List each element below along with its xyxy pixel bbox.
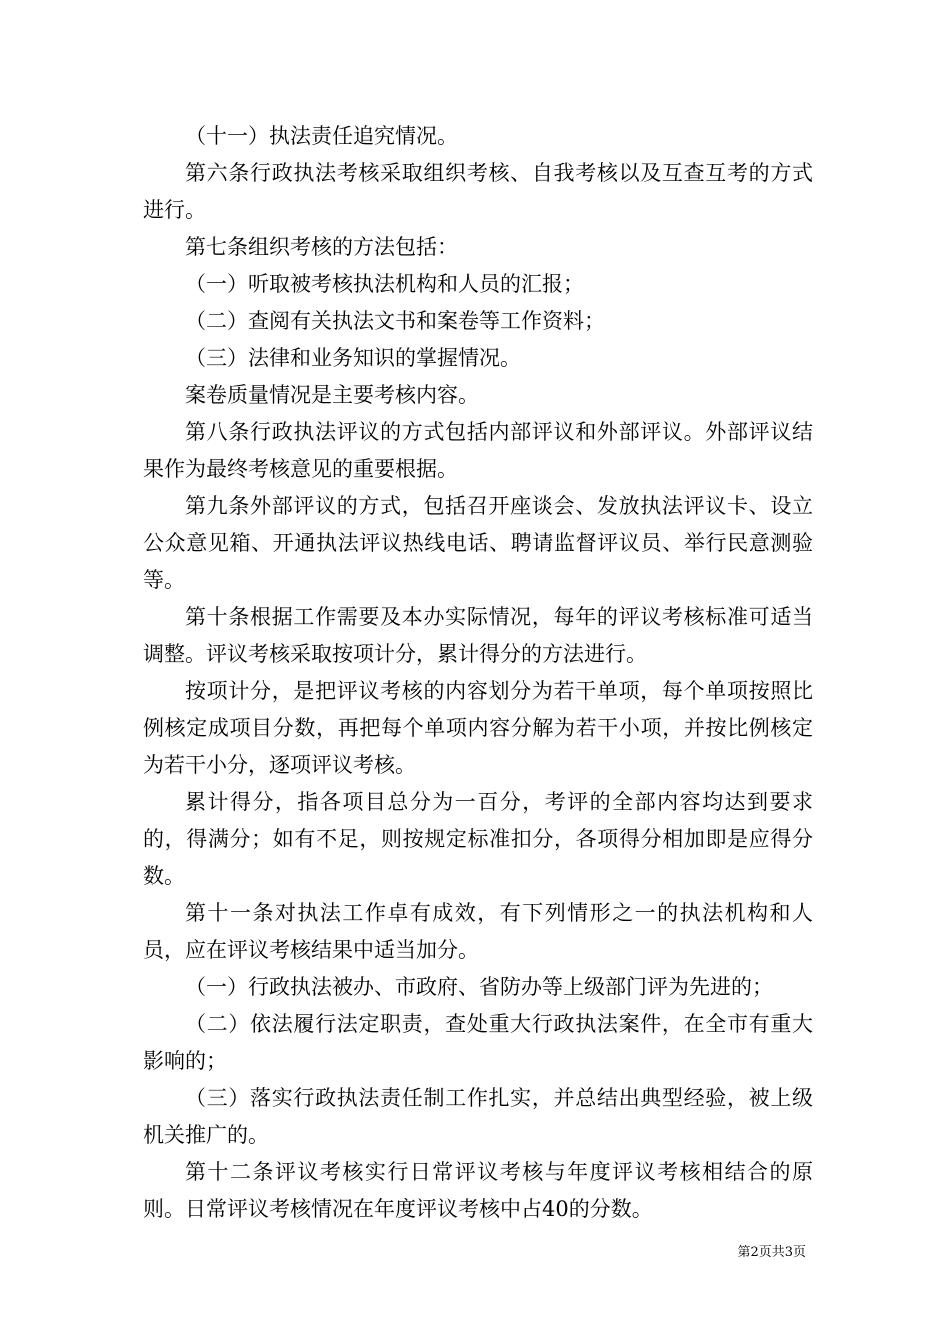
paragraph-article-7: 第七条组织考核的方法包括： [185, 235, 458, 259]
paragraph-article-7-item-2: （二）查阅有关执法文书和案卷等工作资料； [185, 309, 605, 333]
paragraph-article-12: 第十二条评议考核实行日常评议考核与年度评议考核相结合的原则。日常评议考核情况在年度评议考核中占40的分数。 [143, 1160, 813, 1221]
document-body [143, 118, 813, 1228]
paragraph-article-11-item-2: （二）依法履行法定职责，查处重大行政执法案件，在全市有重大影响的； [143, 1012, 813, 1073]
paragraph-article-6: 第六条行政执法考核采取组织考核、自我考核以及互查互考的方式进行。 [143, 161, 813, 222]
paragraph-article-7-item-1: （一）听取被考核执法机构和人员的汇报； [185, 272, 584, 296]
paragraph-cumulative-scoring: 累计得分，指各项目总分为一百分，考评的全部内容均达到要求的，得满分；如有不足，则按规定标准扣分，各项得分相加即是应得分数。 [143, 790, 813, 888]
paragraph-article-9: 第九条外部评议的方式，包括召开座谈会、发放执法评议卡、设立公众意见箱、开通执法评议热线电话、聘请监督评议员、举行民意测验等。 [143, 494, 813, 592]
paragraph-article-8: 第八条行政执法评议的方式包括内部评议和外部评议。外部评议结果作为最终考核意见的重要根据。 [143, 420, 813, 481]
paragraph-case-quality: 案卷质量情况是主要考核内容。 [185, 383, 479, 407]
paragraph-article-11: 第十一条对执法工作卓有成效，有下列情形之一的执法机构和人员，应在评议考核结果中适当加分。 [143, 901, 813, 962]
paragraph-article-11-item-1: （一）行政执法被办、市政府、省防办等上级部门评为先进的； [185, 975, 773, 999]
paragraph-article-7-item-3: （三）法律和业务知识的掌握情况。 [185, 346, 521, 370]
paragraph-11-enforcement-accountability: （十一）执法责任追究情况。 [185, 124, 458, 148]
paragraph-article-11-item-3: （三）落实行政执法责任制工作扎实，并总结出典型经验，被上级机关推广的。 [143, 1086, 813, 1147]
paragraph-article-10: 第十条根据工作需要及本办实际情况，每年的评议考核标准可适当调整。评议考核采取按项计分，累计得分的方法进行。 [143, 605, 813, 666]
paragraph-item-scoring: 按项计分，是把评议考核的内容划分为若干单项，每个单项按照比例核定成项目分数，再把每个单项内容分解为若干小项，并按比例核定为若干小分，逐项评议考核。 [143, 679, 813, 777]
page-number-footer: 第2页共3页 [737, 1245, 806, 1260]
